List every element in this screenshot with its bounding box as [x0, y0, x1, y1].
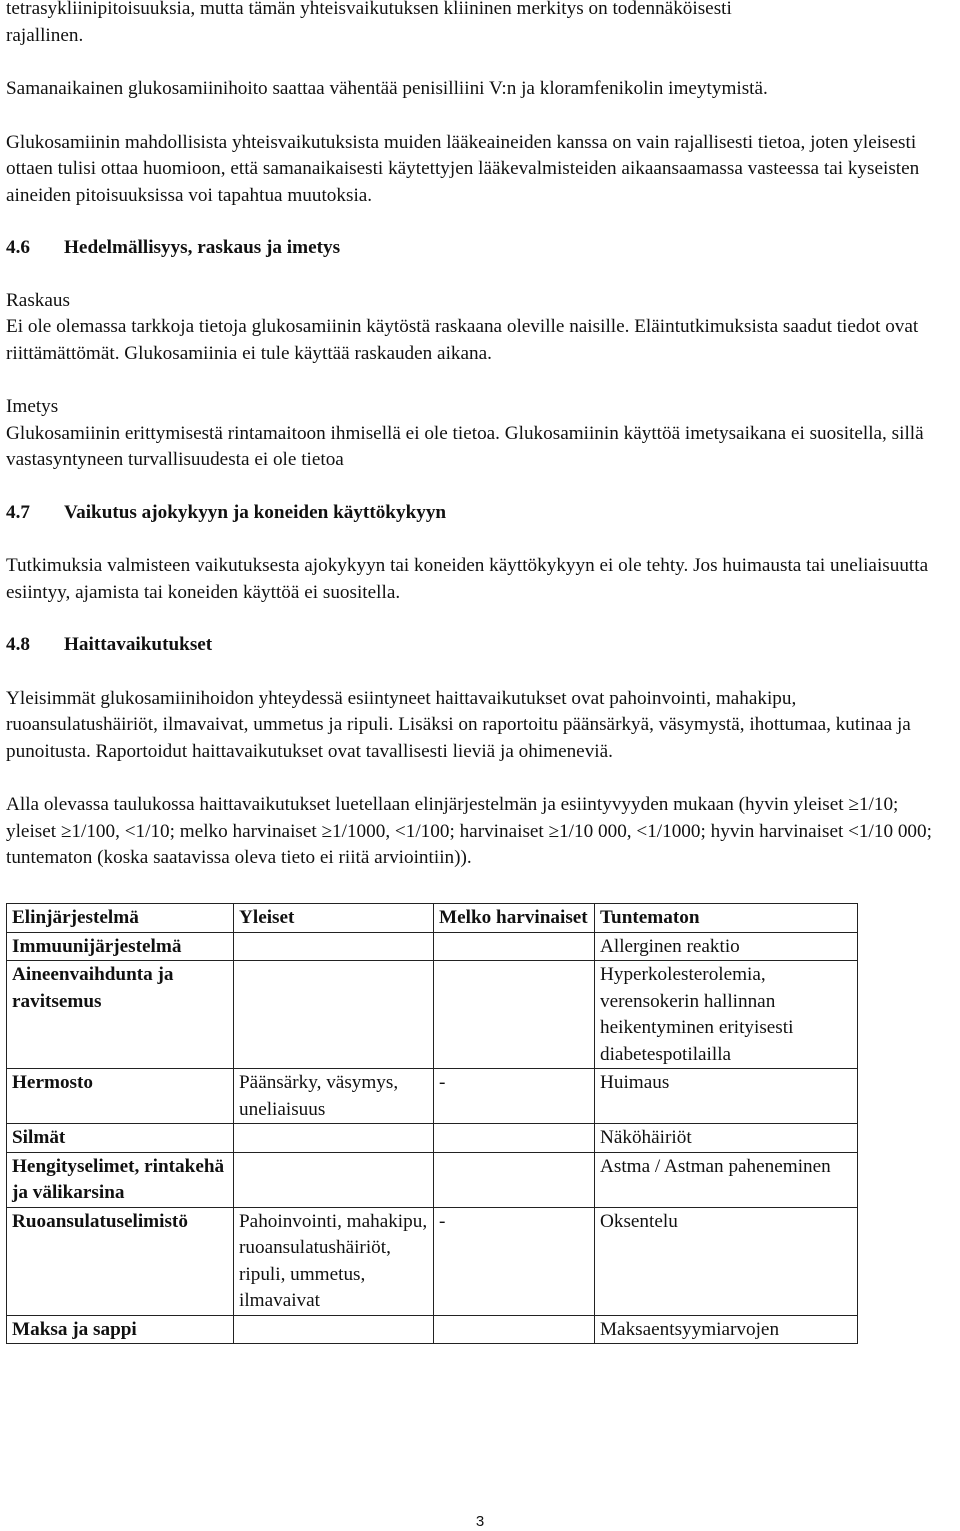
driving-text: Tutkimuksia valmisteen vaikutuksesta ajokykyyn tai koneiden käyttökykyyn ei ole tehty. Jos huimausta tai uneliaisuutta esiintyy, ajamista tai koneiden käyttöä ei suositella. [6, 555, 929, 603]
section-4-7-heading: 4.7 Vaikutus ajokykyyn ja koneiden käyttökykyyn [6, 501, 447, 523]
header-system: Elinjärjestelmä [7, 904, 234, 933]
adverse-effects-summary: Yleisimmät glukosamiinihoidon yhteydessä esiintyneet haittavaikutukset ovat pahoinvointi, mahakipu, ruoansulatushäiriöt, ilmavaivat, ummetus ja ripuli. Lisäksi on raportoitu päänsärkyä, väsymystä, ihottumaa, kutinaa ja punoitusta. Raportoidut haittavaikutukset ovat tavallisesti lieviä ja ohimeneviä. [6, 687, 911, 762]
section-4-6-heading: 4.6 Hedelmällisyys, raskaus ja imetys [6, 237, 341, 258]
table-header-row [7, 904, 858, 933]
pregnancy-label: Raskaus [6, 289, 70, 311]
pregnancy-text: Ei ole olemassa tarkkoja tietoja glukosamiinin käytöstä raskaana oleville naisille. Eläintutkimuksista saadut tiedot ovat riittämättömät. Glukosamiinia ei tule käyttää raskauden aikana. [6, 316, 919, 364]
table-row: Hengityselimet, rintakehä ja välikarsina Astma / Astman paheneminen [7, 1152, 858, 1207]
header-uncommon: Melko harvinaiset [434, 904, 595, 933]
table-row: Immuunijärjestelmä Allerginen reaktio [7, 932, 858, 961]
lactation-label: Imetys [6, 396, 59, 417]
intro-paragraph-1: tetrasykliinipitoisuuksia, mutta tämän yhteisvaikutuksen kliininen merkitys on todennäköisesti rajallinen. [6, 0, 732, 46]
intro-paragraph-3: Glukosamiinin mahdollisista yhteisvaikutuksista muiden lääkeaineiden kanssa on vain rajallisesti tietoa, joten yleisesti ottaen tulisi ottaa huomioon, että samanaikaisesti käytettyjen lääkevalmisteiden aikaansaamassa vasteessa tai kyseisten aineiden pitoisuuksissa voi tapahtua muutoksia. [6, 131, 920, 206]
table-row: Silmät Näköhäiriöt [7, 1124, 858, 1153]
header-common: Yleiset [234, 904, 434, 933]
document-page [6, 0, 951, 872]
section-4-8-heading: 4.8 Haittavaikutukset [6, 634, 213, 655]
header-unknown: Tuntematon [595, 904, 858, 933]
table-row: Ruoansulatuselimistö Pahoinvointi, mahakipu, ruoansulatushäiriöt, ripuli, ummetus, ilmavaivat - Oksentelu [7, 1207, 858, 1315]
intro-paragraph-2: Samanaikainen glukosamiinihoito saattaa vähentää penisilliini V:n ja kloramfenikolin imeytymistä. [6, 78, 768, 99]
adverse-effects-frequency-note: Alla olevassa taulukossa haittavaikutukset luetellaan elinjärjestelmän ja esiintyvyyden mukaan (hyvin yleiset ≥1/10; yleiset ≥1/100, <1/10; melko harvinaiset ≥1/1000, <1/100; harvinaiset ≥1/10 000, <1/1000; hyvin harvinaiset <1/10 000; tuntematon (koska saatavissa oleva tieto ei riitä arviointiin)). [6, 794, 932, 868]
adverse-effects-table [6, 903, 858, 1344]
lactation-text: Glukosamiinin erittymisestä rintamaitoon ihmisellä ei ole tietoa. Glukosamiinin käyttöä imetysaikana ei suositella, sillä vastasyntyneen turvallisuudesta ei ole tietoa [6, 422, 924, 470]
table-row: Aineenvaihdunta ja ravitsemus Hyperkolesterolemia, verensokerin hallinnan heikentyminen erityisesti diabetespotilailla [7, 961, 858, 1069]
table-row: Hermosto Päänsärky, väsymys, uneliaisuus - Huimaus [7, 1069, 858, 1124]
table-row: Maksa ja sappi Maksaentsyymiarvojen [7, 1315, 858, 1344]
page-number: 3 [475, 1513, 485, 1530]
